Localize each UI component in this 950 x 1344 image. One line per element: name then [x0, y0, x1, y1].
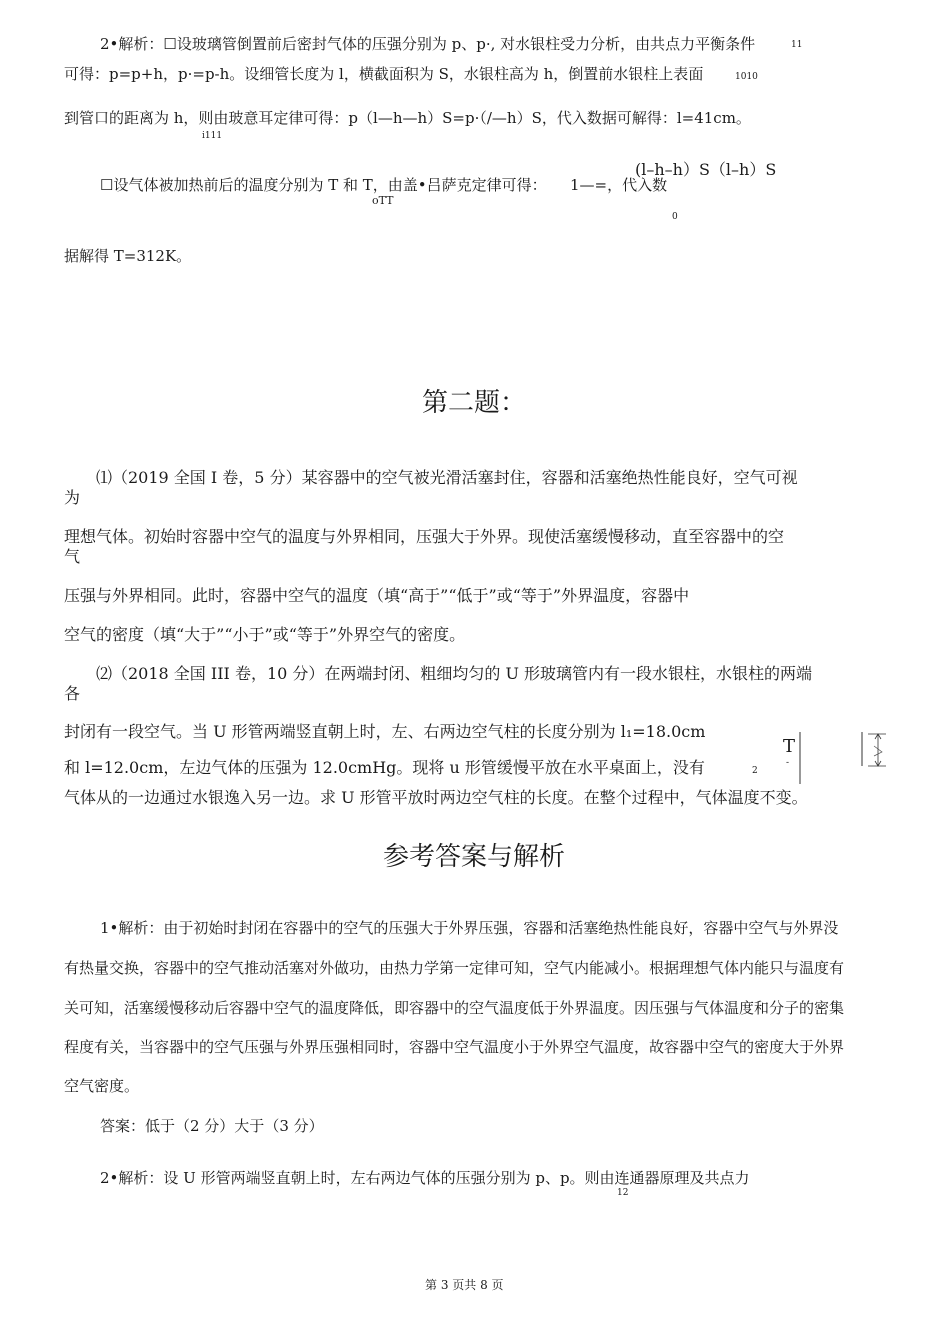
answer-1-line-1: 1•解析：由于初始时封闭在容器中的空气的压强大于外界压强，容器和活塞绝热性能良好，容器中空气与外界没 [100, 919, 839, 937]
question-1-line-1b: 为 [64, 488, 81, 507]
question-1-line-3: 压强与外界相同。此时，容器中空气的温度（填“高于”“低于”或“等于”外界温度，容器中 [64, 586, 690, 605]
answer-2-line-1: 2•解析：设 U 形管两端竖直朝上时，左右两边气体的压强分别为 p、p。则由连通器原理及共点力 [100, 1169, 750, 1187]
answer-2-subscript: 12 [617, 1188, 629, 1198]
section-heading-2: 第二题： [422, 388, 527, 418]
question-1-line-2b: 气 [64, 547, 81, 566]
answer-1-line-2: 有热量交换，容器中的空气推动活塞对外做功，由热力学第一定律可知，空气内能减小。根据理想气体内能只与温度有 [64, 959, 845, 977]
question-2-line-1: ⑵（2018 全国 III 卷，10 分）在两端封闭、粗细均匀的 U 形玻璃管内有一段水银柱，水银柱的两端 [96, 664, 813, 683]
solution-2-line-3: 到管口的距离为 h，则由玻意耳定律可得：p（l—h—h）S=p·（/—h）S，代入数据可解得：l=41cm。 [64, 109, 751, 127]
question-1-line-2: 理想气体。初始时容器中空气的温度与外界相同，压强大于外界。现使活塞缓慢移动，直至容器中的空 [64, 527, 785, 546]
diagram-dash: - [786, 758, 790, 768]
question-1-line-4: 空气的密度（填“大于”“小于”或“等于”外界空气的密度。 [64, 625, 466, 644]
question-1-line-1: ⑴（2019 全国 I 卷，5 分）某容器中的空气被光滑活塞封住，容器和活塞绝热性能良好，空气可视 [96, 468, 798, 487]
answer-1-line-5: 空气密度。 [64, 1077, 140, 1095]
u-tube-diagram [790, 728, 900, 788]
solution-2-fraction: (l–h–h）S（l–h）S [635, 160, 777, 179]
answer-1-line-4: 程度有关，当容器中的空气压强与外界压强相同时，容器中空气温度小于外界空气温度，故容器中空气的密度大于外界 [64, 1038, 845, 1056]
diagram-t-label: T [783, 736, 796, 757]
solution-2-note-3: i111 [202, 131, 223, 141]
question-2-line-1b: 各 [64, 684, 81, 703]
solution-2-zero: 0 [672, 212, 678, 222]
question-2-subscript: 2 [752, 766, 758, 776]
solution-2-note-2: 1010 [735, 72, 758, 82]
question-2-line-3: 和 l=12.0cm，左边气体的压强为 12.0cmHg。现将 u 形管缓慢平放在水平桌面上，没有 [64, 758, 705, 777]
solution-2-line-4-mid: 1—=，代入数 [570, 176, 668, 194]
solution-2-line-1: 2•解析：☐设玻璃管倒置前后密封气体的压强分别为 p、p·, 对水银柱受力分析，由共点力平衡条件 [100, 35, 756, 53]
solution-2-line-4: ☐设气体被加热前后的温度分别为 T 和 T，由盖•吕萨克定律可得： [100, 176, 547, 194]
answers-heading: 参考答案与解析 [383, 842, 566, 872]
question-2-line-2: 封闭有一段空气。当 U 形管两端竖直朝上时，左、右两边空气柱的长度分别为 l₁=18.0cm [64, 722, 706, 741]
solution-2-line-2: 可得：p=p+h，p·=p-h。设细管长度为 l，横截面积为 S，水银柱高为 h，倒置前水银柱上表面 [64, 65, 704, 83]
answer-1-answer: 答案：低于（2 分）大于（3 分） [100, 1117, 324, 1135]
question-2-line-4: 气体从的一边通过水银逸入另一边。求 U 形管平放时两边空气柱的长度。在整个过程中，气体温度不变。 [64, 788, 808, 807]
solution-2-line-5: 据解得 T=312K。 [64, 247, 192, 265]
solution-2-subscript: oTT [372, 194, 394, 207]
solution-2-note-1: 11 [791, 40, 803, 50]
page-number-footer: 第 3 页共 8 页 [425, 1278, 504, 1292]
answer-1-line-3: 关可知，活塞缓慢移动后容器中空气的温度降低，即容器中的空气温度低于外界温度。因压强与气体温度和分子的密集 [64, 999, 845, 1017]
